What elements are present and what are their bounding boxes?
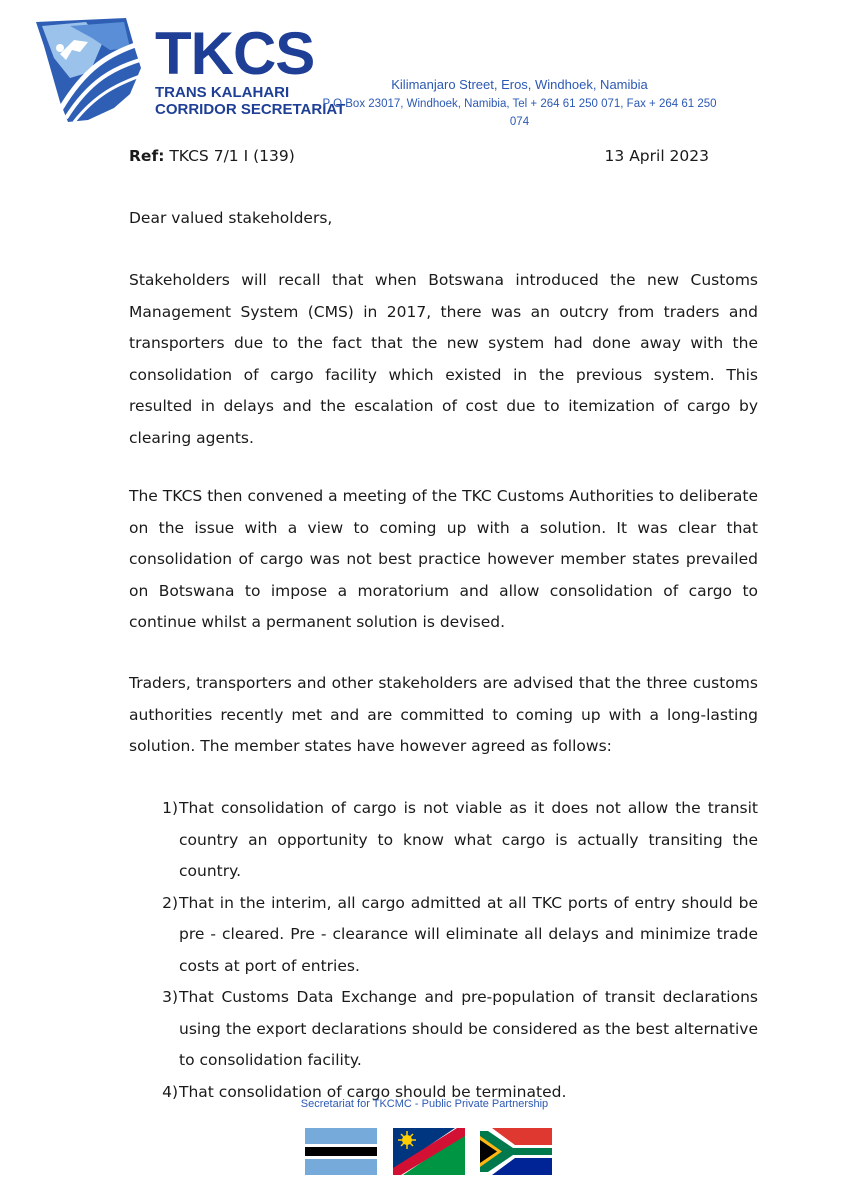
namibia-flag-icon — [393, 1128, 465, 1175]
list-item-number: 4) — [162, 1082, 178, 1101]
list-item-text: That in the interim, all cargo admitted at all TKC ports of entry should be pre - cleared. Pre - clearance will eliminate all delays and minimize trade costs at port of entries. — [179, 893, 758, 975]
salutation: Dear valued stakeholders, — [129, 209, 333, 227]
paragraph-1: Stakeholders will recall that when Botswana introduced the new Customs Management System (CMS) in 2017, there was an outcry from traders and transporters due to the fact that the new system had done away with the consolidation of cargo facility which existed in the previous system. This resulted in delays and the escalation of cost due to itemization of cargo by clearing agents. — [129, 271, 758, 447]
letterhead-address — [322, 75, 717, 131]
list-item-number: 3) — [162, 988, 178, 1006]
list-item-text: That consolidation of cargo is not viable as it does not allow the transit country an opportunity to know what cargo is actually transiting the country. — [179, 799, 758, 880]
letter-date: 13 April 2023 — [604, 147, 709, 165]
brand-line-2: CORRIDOR SECRETARIAT — [155, 101, 346, 118]
postal-contact: P O Box 23017, Windhoek, Namibia, Tel + 264 61 250 071, Fax + 264 61 250 074 — [322, 98, 717, 128]
list-item-number: 2) — [162, 893, 178, 912]
footer-text: Secretariat for TKCMC - Public Private Partnership — [300, 1098, 549, 1110]
brand-line-1: TRANS KALAHARI — [155, 84, 290, 101]
agreement-list — [129, 793, 758, 1108]
list-item — [129, 793, 758, 888]
southern-africa-map-logo — [30, 14, 142, 126]
paragraph-3: Traders, transporters and other stakeholders are advised that the three customs authorities recently met and are committed to coming up with a long-lasting solution. The member states have however agreed as follows: — [129, 674, 758, 755]
list-item-text: That Customs Data Exchange and pre-population of transit declarations using the export declarations should be considered as the best alternative to consolidation facility. — [179, 988, 758, 1069]
tkcs-logo — [30, 14, 142, 126]
list-item — [129, 888, 758, 983]
list-item — [129, 982, 758, 1077]
brand-name: TKCS — [155, 20, 315, 87]
street-address: Kilimanjaro Street, Eros, Windhoek, Namibia — [391, 77, 648, 92]
ref-value: TKCS 7/1 I (139) — [169, 147, 295, 165]
paragraph-2: The TKCS then convened a meeting of the TKC Customs Authorities to deliberate on the issue with a view to coming up with a solution. It was clear that consolidation of cargo was not best practice however member states prevailed on Botswana to impose a moratorium and allow consolidation of cargo to continue whilst a permanent solution is devised. — [129, 487, 758, 631]
list-item-text: That consolidation of cargo should be terminated. — [179, 1082, 567, 1101]
brand-block — [155, 20, 346, 118]
botswana-flag-icon — [305, 1128, 377, 1175]
south-africa-flag-icon — [480, 1128, 552, 1175]
reference-row — [129, 145, 709, 167]
member-flags — [305, 1128, 551, 1176]
ref-label: Ref: — [129, 147, 165, 165]
list-item-number: 1) — [162, 799, 178, 817]
